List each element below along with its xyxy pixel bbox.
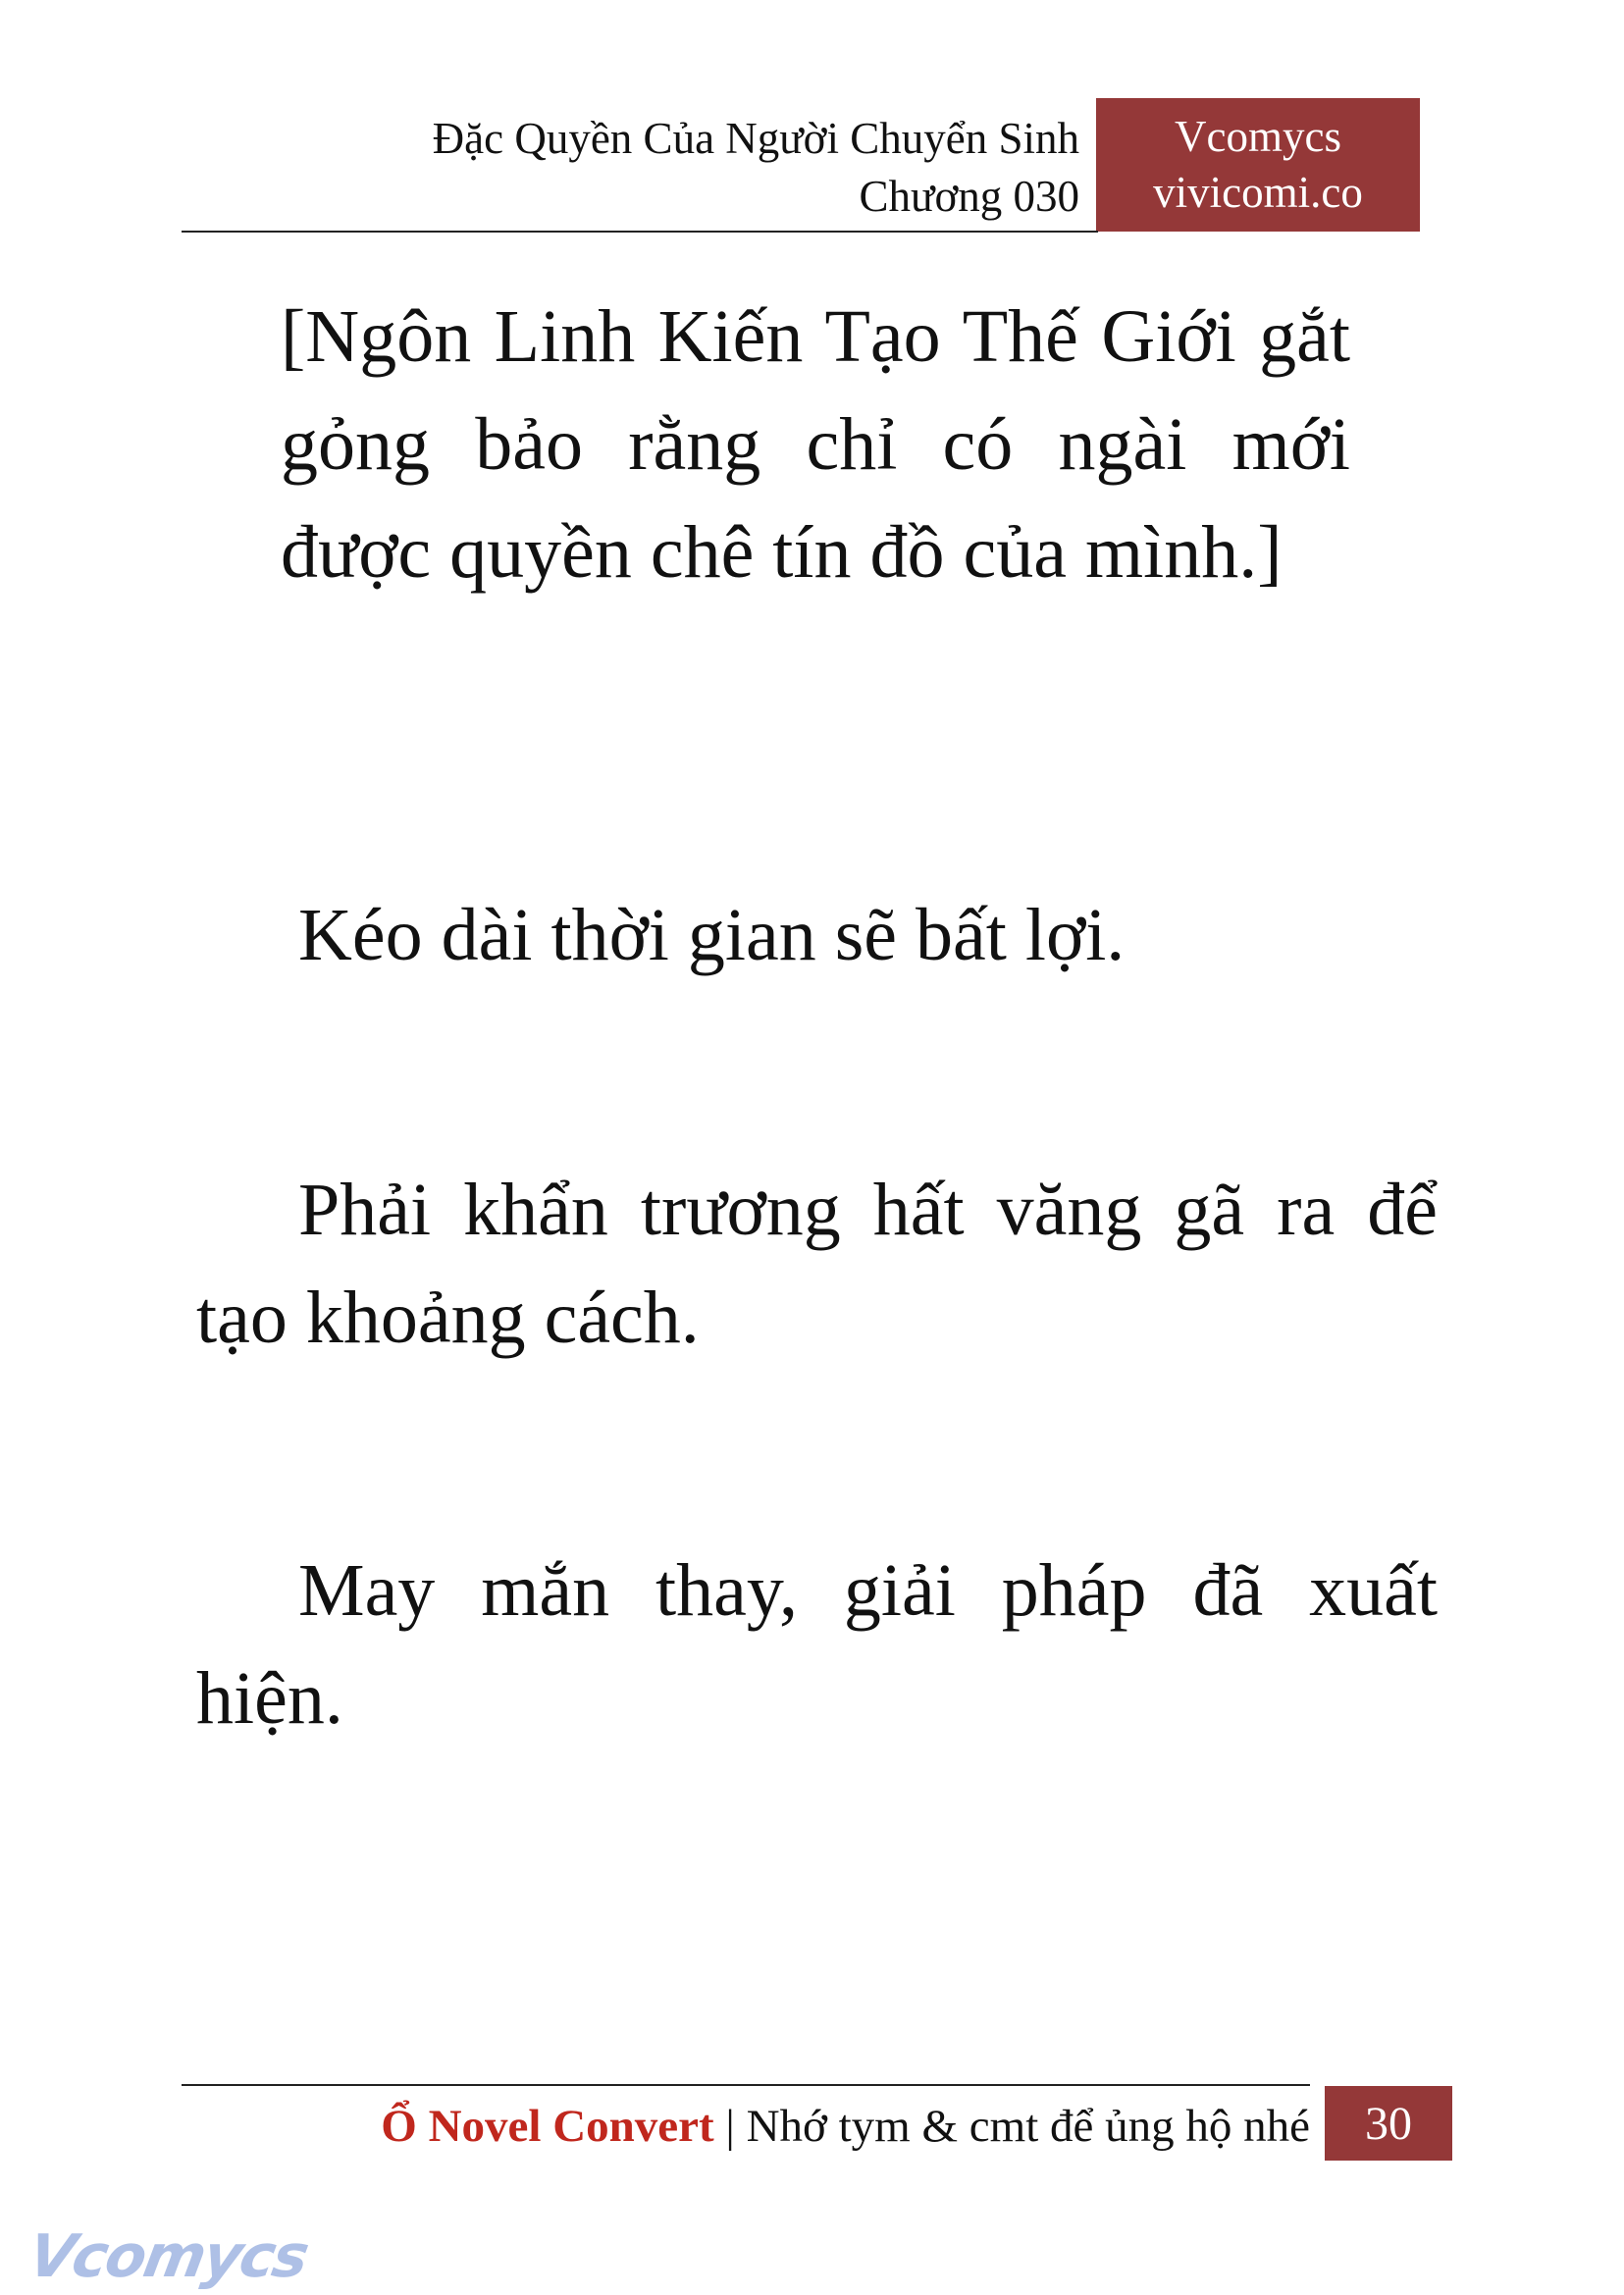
footer-message: Nhớ tym & cmt để ủng hộ nhé xyxy=(746,2101,1310,2152)
paragraph: May mắn thay, giải pháp đã xuất hiện. xyxy=(196,1549,1438,1740)
site-url: vivicomi.co xyxy=(1153,168,1363,217)
footer-brand: Ổ Novel Convert xyxy=(381,2101,714,2152)
footer-separator: | xyxy=(713,2101,747,2152)
paragraph: Phải khẩn trương hất văng gã ra để tạo khoảng cách. xyxy=(196,1169,1438,1359)
paragraph: Kéo dài thời gian sẽ bất lợi. xyxy=(298,894,1126,976)
paragraph-system-message: [Ngôn Linh Kiến Tạo Thế Giới gắt gỏng bảo rằng chỉ có ngài mới được quyền chê tín đồ của mình.] xyxy=(281,295,1350,594)
running-header xyxy=(433,110,1079,226)
site-badge xyxy=(1096,98,1420,232)
site-name: Vcomycs xyxy=(1175,112,1341,161)
header-divider xyxy=(182,231,1098,233)
footer-divider xyxy=(182,2084,1310,2086)
footer-note xyxy=(381,2092,1310,2161)
page-number: 30 xyxy=(1325,2086,1452,2161)
book-title: Đặc Quyền Của Người Chuyển Sinh xyxy=(432,114,1079,163)
watermark-logo: Vcomycs xyxy=(23,2222,313,2291)
chapter-label: Chương 030 xyxy=(859,172,1079,221)
